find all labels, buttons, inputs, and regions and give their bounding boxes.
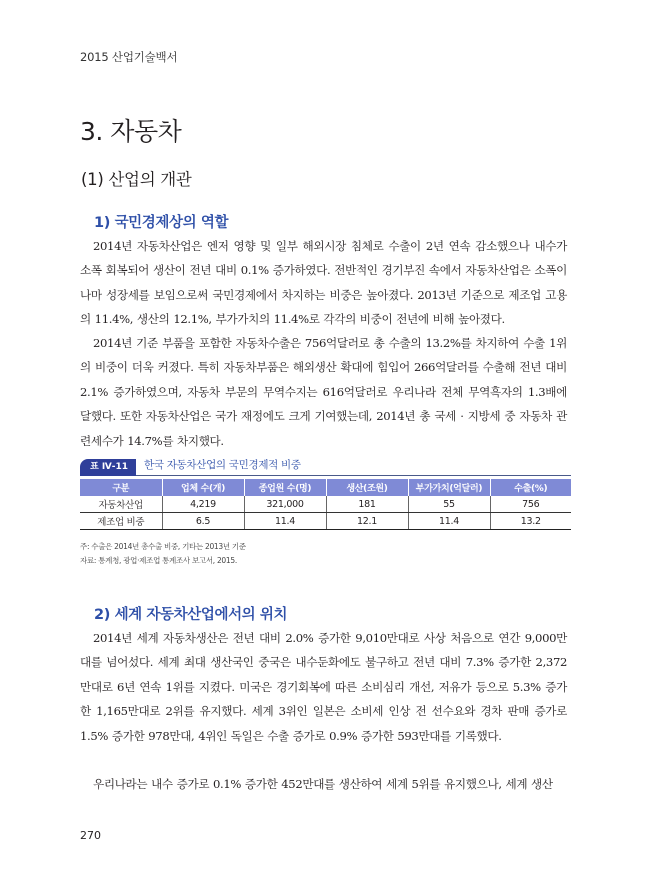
column-header: 수출(%) <box>490 479 571 496</box>
table-cell: 55 <box>408 496 490 513</box>
subsection-title-role: 1) 국민경제상의 역할 <box>94 215 229 231</box>
table-row <box>80 496 571 513</box>
column-header: 구분 <box>80 479 162 496</box>
table-cell: 11.4 <box>244 513 326 530</box>
section-title: (1) 산업의 개관 <box>81 170 192 189</box>
paragraph-world-1: 2014년 세계 자동차생산은 전년 대비 2.0% 증가한 9,010만대로 사상 처음으로 연간 9,000만대를 넘어섰다. 세계 최대 생산국인 중국은 내수둔화에도 불구하고 전년 대비 7.3% 증가한 2,372만대로 6년 연속 1위를 지켰다. 미국은 경기회복에 따른 소비심리 개선, 저유가 등으로 5.3% 증가한 1,165만대로 2위를 유지했다. 세계 3위인 일본은 소비세 인상 전 선수요와 경차 판매 증가로 1.5% 증가한 978만대, 4위인 독일은 수출 증가로 0.9% 증가한 593만대를 기록했다. <box>80 631 567 743</box>
table-header-row <box>80 479 571 496</box>
table-cell: 자동차산업 <box>80 496 162 513</box>
subsection-title-world: 2) 세계 자동차산업에서의 위치 <box>94 607 288 623</box>
table-cell: 12.1 <box>326 513 408 530</box>
paragraph-role-1: 2014년 자동차산업은 엔저 영향 및 일부 해외시장 침체로 수출이 2년 연속 감소했으나 내수가 소폭 회복되어 생산이 전년 대비 0.1% 증가하였다. 전반적인 경기부진 속에서 자동차산업은 소폭이나마 성장세를 보임으로써 국민경제에서 차지하는 비중은 높아졌다. 2013년 기준으로 제조업 고용의 11.4%, 생산의 12.1%, 부가가치의 11.4%로 각각의 비중이 전년에 비해 높아졌다. <box>80 239 567 327</box>
table-note: 주: 수출은 2014년 총수출 비중, 기타는 2013년 기준 <box>80 542 246 551</box>
table-title: 한국 자동차산업의 국민경제적 비중 <box>143 459 301 471</box>
chapter-title: 3. 자동차 <box>80 117 182 146</box>
paragraph-role-2: 2014년 기준 부품을 포함한 자동차수출은 756억달러로 총 수출의 13.2%를 차지하여 수출 1위의 비중이 더욱 커졌다. 특히 자동차부품은 해외생산 확대에 힘입어 266억달러를 수출해 전년 대비 2.1% 증가하였으며, 자동차 부문의 무역수지는 616억달러로 우리나라 전체 무역흑자의 1.3배에 달했다. 또한 자동차산업은 국가 재정에도 크게 기여했는데, 2014년 총 국세 · 지방세 중 자동차 관련세수가 14.7%를 차지했다. <box>80 336 567 448</box>
table-cell: 181 <box>326 496 408 513</box>
table-caption <box>80 456 571 476</box>
table-cell: 321,000 <box>244 496 326 513</box>
table-cell: 제조업 비중 <box>80 513 162 530</box>
table-row <box>80 513 571 530</box>
paragraph-world-2: 우리나라는 내수 증가로 0.1% 증가한 452만대를 생산하여 세계 5위를 유지했으나, 세계 생산 <box>93 777 553 791</box>
column-header: 부가가치(억달러) <box>408 479 490 496</box>
page-number: 270 <box>80 829 101 842</box>
table-cell: 6.5 <box>162 513 244 530</box>
table-cell: 11.4 <box>408 513 490 530</box>
running-header: 2015 산업기술백서 <box>80 50 178 64</box>
economic-share-table <box>80 479 571 530</box>
column-header: 생산(조원) <box>326 479 408 496</box>
column-header: 업체 수(개) <box>162 479 244 496</box>
table-cell: 4,219 <box>162 496 244 513</box>
table-cell: 756 <box>490 496 571 513</box>
table-cell: 13.2 <box>490 513 571 530</box>
table-label: 표 Ⅳ-11 <box>80 459 136 476</box>
column-header: 종업원 수(명) <box>244 479 326 496</box>
table-source: 자료: 통계청, 광업·제조업 통계조사 보고서, 2015. <box>80 556 237 565</box>
